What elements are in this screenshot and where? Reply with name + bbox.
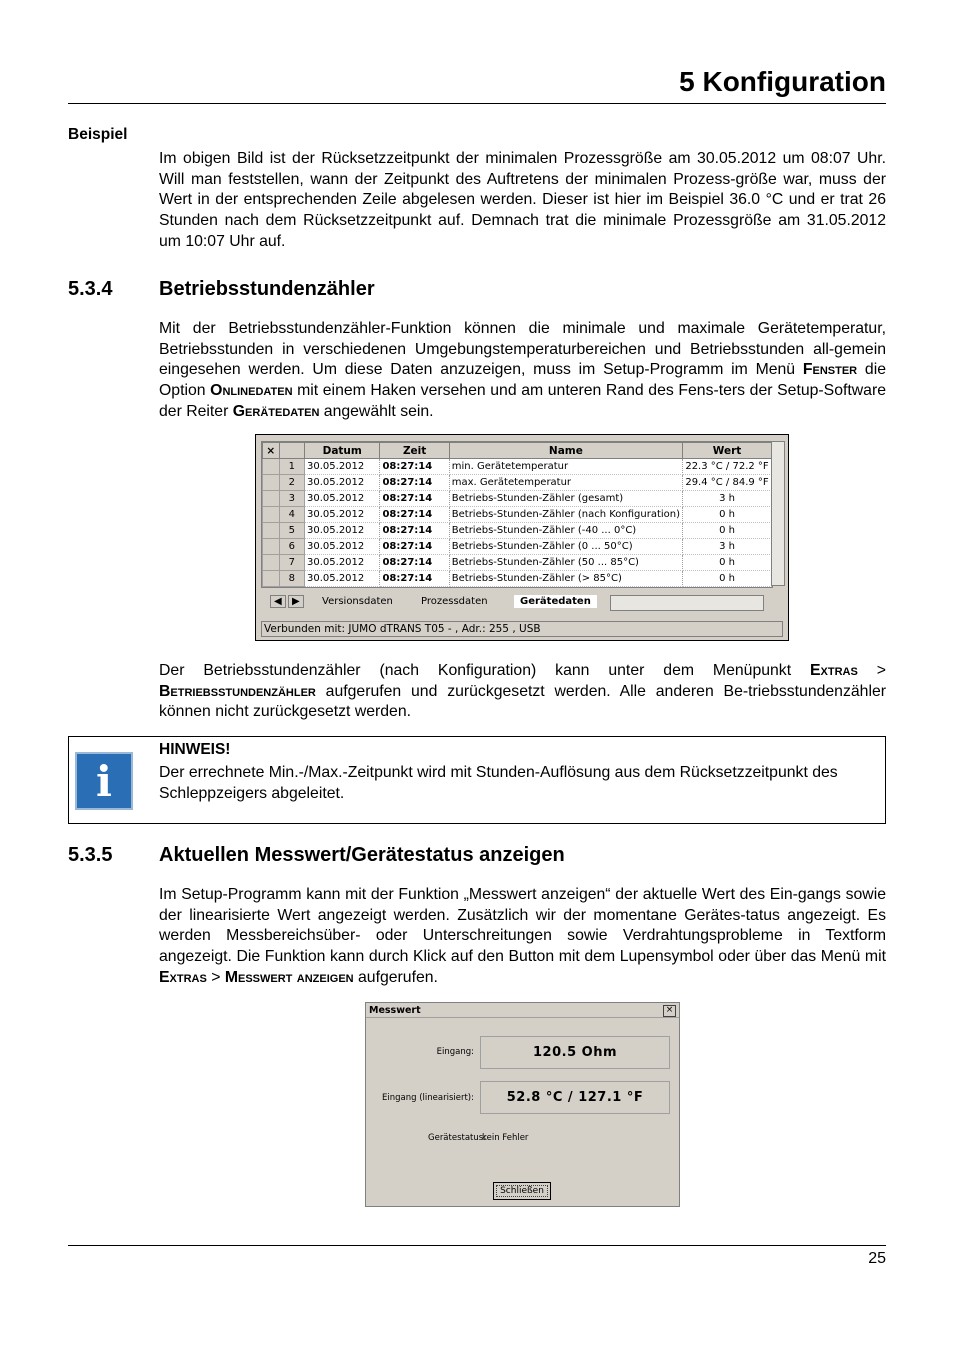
cell-zeit: 08:27:14 [380,555,449,571]
cell-name: Betriebs-Stunden-Zähler (nach Konfiguration) [449,507,682,523]
row-selector [263,571,280,587]
hinweis-box [68,736,886,824]
tab-prozessdaten[interactable]: Prozessdaten [421,596,488,607]
chapter-title: 5 Konfiguration [679,66,886,97]
tab-scroll-left-icon[interactable]: ◀ [270,595,286,608]
status-bar: Verbunden mit: JUMO dTRANS T05 - , Adr.: 255 , USB [261,621,783,637]
section-number-534: 5.3.4 [68,278,113,300]
eingang-linearisiert-value: 52.8 °C / 127.1 °F [480,1081,670,1114]
table-row[interactable] [263,475,772,491]
cell-name: Betriebs-Stunden-Zähler (> 85°C) [449,571,682,587]
section-number-535: 5.3.5 [68,844,113,866]
col-header-wert[interactable]: Wert [683,443,772,459]
row-number: 2 [279,475,304,491]
cell-wert: 22.3 °C / 72.2 °F [683,459,772,475]
horizontal-scrollbar[interactable] [610,595,764,611]
cell-zeit: 08:27:14 [380,571,449,587]
row-number: 7 [279,555,304,571]
beispiel-label: Beispiel [68,126,128,143]
table-row[interactable] [263,555,772,571]
tab-versionsdaten[interactable]: Versionsdaten [322,596,393,607]
eingang-label: Eingang: [436,1047,474,1057]
info-icon: i [75,752,133,810]
row-selector [263,475,280,491]
cell-wert: 0 h [683,523,772,539]
footer-rule [68,1245,886,1246]
table-row[interactable] [263,539,772,555]
cell-datum: 30.05.2012 [305,459,380,475]
geraetestatus-value: kein Fehler [482,1133,529,1143]
table-row[interactable] [263,459,772,475]
page-number: 25 [868,1250,886,1267]
row-number: 1 [279,459,304,475]
eingang-value: 120.5 Ohm [480,1036,670,1069]
close-icon[interactable]: × [663,1005,676,1017]
row-selector [263,491,280,507]
cell-zeit: 08:27:14 [380,459,449,475]
cell-datum: 30.05.2012 [305,491,380,507]
vertical-scrollbar[interactable] [771,441,785,586]
messwert-dialog [365,1002,680,1207]
row-selector [263,507,280,523]
eingang-linearisiert-label: Eingang (linearisiert): [382,1093,474,1103]
cell-zeit: 08:27:14 [380,491,449,507]
table-row[interactable] [263,571,772,587]
cell-datum: 30.05.2012 [305,507,380,523]
hinweis-text: Der errechnete Min.-/Max.-Zeitpunkt wird mit Stunden-Auflösung aus dem Rücksetzzeitpunkt des Schleppzeigers abgeleitet. [159,764,838,802]
cell-zeit: 08:27:14 [380,475,449,491]
cell-datum: 30.05.2012 [305,475,380,491]
cell-wert: 29.4 °C / 84.9 °F [683,475,772,491]
cell-name: Betriebs-Stunden-Zähler (-40 ... 0°C) [449,523,682,539]
row-selector [263,555,280,571]
table-row[interactable] [263,491,772,507]
col-header-datum[interactable]: Datum [305,443,380,459]
grid-corner[interactable]: × [263,443,280,459]
row-number: 4 [279,507,304,523]
table-row[interactable] [263,507,772,523]
cell-name: min. Gerätetemperatur [449,459,682,475]
section-title-535: Aktuellen Messwert/Gerätestatus anzeigen [159,844,565,866]
dialog-title: Messwert [366,1003,679,1018]
sec535-paragraph: Im Setup-Programm kann mit der Funktion „Messwert anzeigen“ der aktuelle Wert des Ein-gangs sowie der linearisierte Wert angezeigt werden. Zusätzlich wir der momentane Gerätes-tatus angezeigt. Es werden Messbereichsüber- oder Unterschreitungen sowie Verdrahtungsprobleme in Textform angezeigt. Die Funktion kann durch Klick auf den Button mit dem Lupensymbol oder über das Menü mit Extras > Messwert anzeigen aufgerufen. [159,886,886,986]
tab-bar [270,595,770,611]
grid-rownum-header [279,443,304,459]
cell-wert: 3 h [683,491,772,507]
sec534-paragraph-1: Mit der Betriebsstundenzähler-Funktion können die minimale und maximale Gerätetemperatur, Betriebsstunden in verschiedenen Umgebungstemperaturbereichen und Betriebsstunden all-gemein eingesehen werden. Um diese Daten anzuzeigen, muss im Setup-Programm im Menü Fenster die Option Onlinedaten mit einem Haken versehen und am unteren Rand des Fens-ters der Setup-Software der Reiter Gerätedaten angewählt sein. [159,320,887,420]
cell-datum: 30.05.2012 [305,571,380,587]
row-number: 3 [279,491,304,507]
cell-zeit: 08:27:14 [380,523,449,539]
row-selector [263,459,280,475]
row-number: 6 [279,539,304,555]
cell-zeit: 08:27:14 [380,507,449,523]
row-number: 8 [279,571,304,587]
col-header-name[interactable]: Name [449,443,682,459]
cell-datum: 30.05.2012 [305,539,380,555]
cell-datum: 30.05.2012 [305,555,380,571]
row-number: 5 [279,523,304,539]
hinweis-title: HINWEIS! [159,741,231,758]
geraetedaten-screenshot [255,434,789,641]
tab-geraetedaten[interactable]: Gerätedaten [514,595,597,608]
cell-wert: 3 h [683,539,772,555]
data-grid [261,441,773,588]
cell-wert: 0 h [683,555,772,571]
cell-name: Betriebs-Stunden-Zähler (0 ... 50°C) [449,539,682,555]
table-row[interactable] [263,523,772,539]
section-title-534: Betriebsstundenzähler [159,278,375,300]
row-selector [263,523,280,539]
schliessen-button[interactable]: Schließen [493,1182,551,1200]
beispiel-text: Im obigen Bild ist der Rücksetzzeitpunkt der minimalen Prozessgröße am 30.05.2012 um 08:07 Uhr. Will man feststellen, wann der Zeitpunkt des Auftretens der minimalen Prozess-größe war, muss der Wert in der entsprechenden Zeile abgelesen werden. Dieser ist hier im Beispiel 36.0 °C und er trat 26 Stunden nach dem Rücksetzzeitpunkt auf. Demnach trat die minimale Prozessgröße am 31.05.2012 um 10:07 Uhr auf. [159,150,886,250]
col-header-zeit[interactable]: Zeit [380,443,449,459]
cell-zeit: 08:27:14 [380,539,449,555]
row-selector [263,539,280,555]
cell-name: Betriebs-Stunden-Zähler (gesamt) [449,491,682,507]
cell-wert: 0 h [683,507,772,523]
cell-datum: 30.05.2012 [305,523,380,539]
cell-wert: 0 h [683,571,772,587]
cell-name: max. Gerätetemperatur [449,475,682,491]
cell-name: Betriebs-Stunden-Zähler (50 ... 85°C) [449,555,682,571]
sec534-paragraph-2: Der Betriebsstundenzähler (nach Konfiguration) kann unter dem Menüpunkt Extras > Betriebsstundenzähler aufgerufen und zurückgesetzt werden. Alle anderen Be-triebsstundenzähler können nicht zurückgesetzt werden. [159,662,886,721]
tab-scroll-right-icon[interactable]: ▶ [288,595,304,608]
header-rule [68,103,886,104]
geraetestatus-label: Gerätestatus: [428,1133,487,1143]
